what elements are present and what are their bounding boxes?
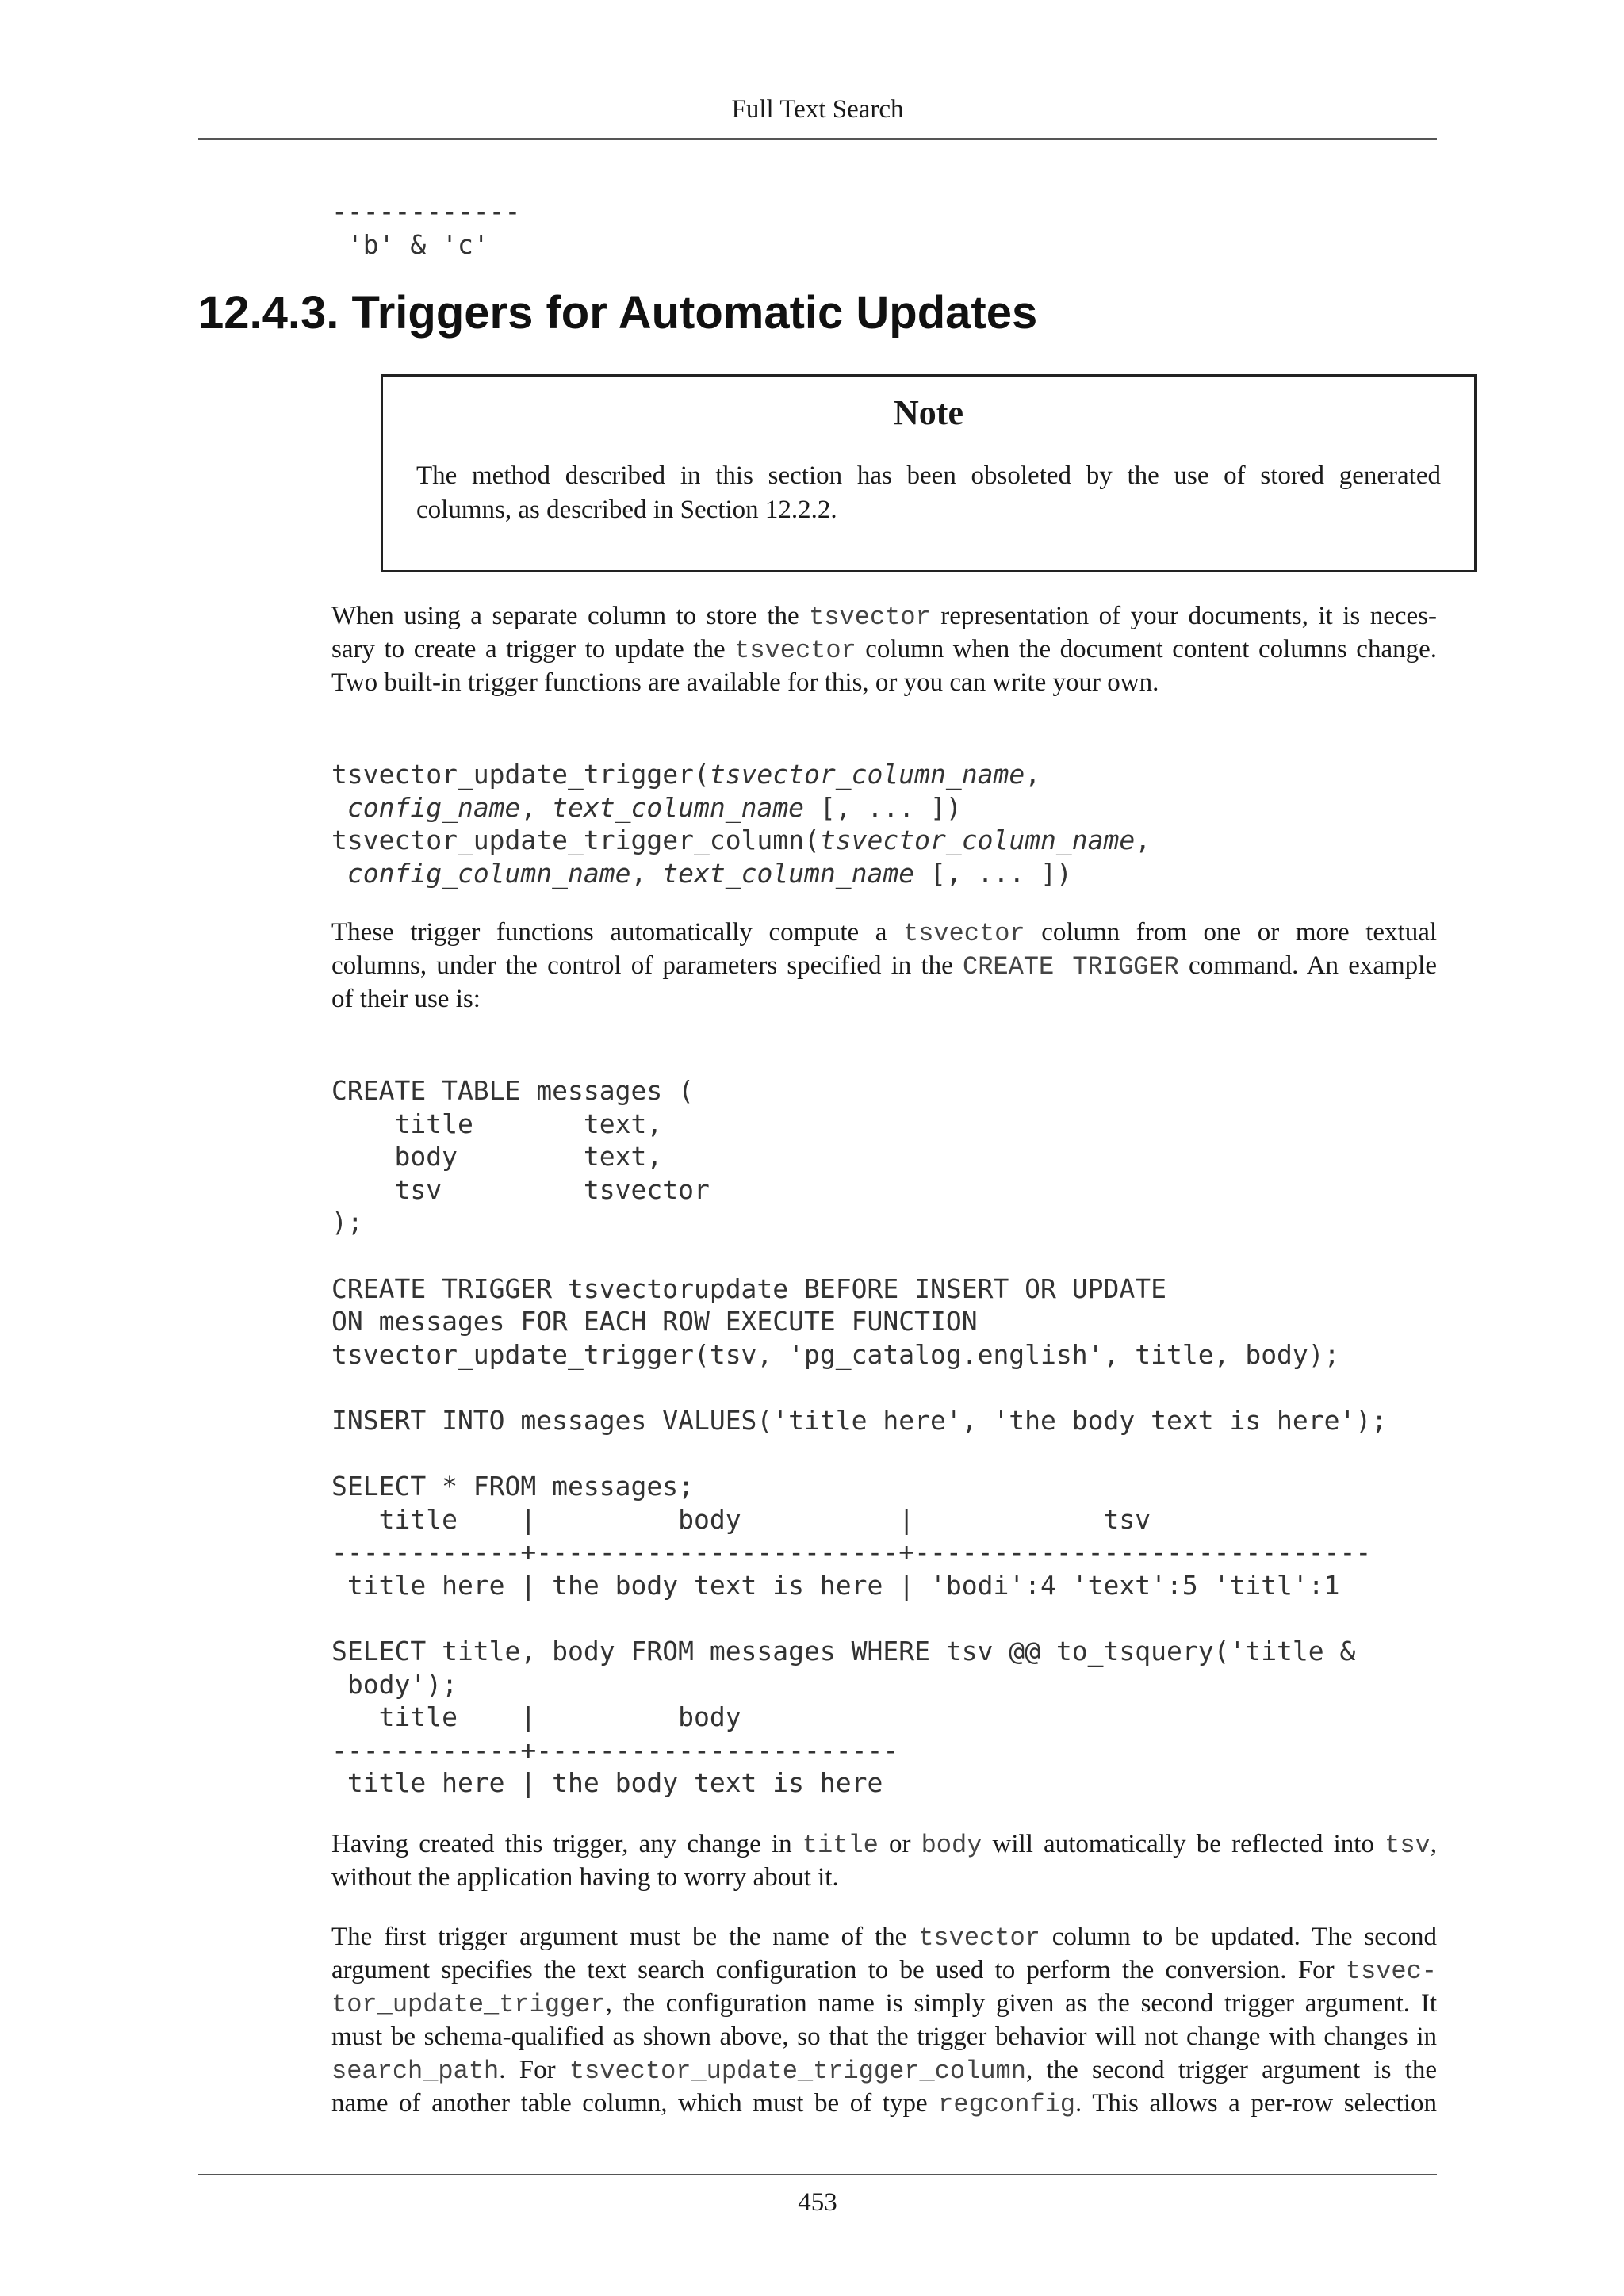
inline-code: tsvector <box>734 636 856 665</box>
inline-code: search_path <box>331 2057 500 2086</box>
note-body <box>416 459 1441 527</box>
code-line: tsvector_update_trigger_column(tsvector_column_name, <box>331 825 1151 856</box>
code-line: title here | the body text is here <box>331 1767 883 1799</box>
text-line: name of another table column, which must be of type regconfig. This allows a per-row selection <box>331 2089 1438 2119</box>
text-line: These trigger functions automatically compute a tsvector column from one or more textual <box>331 918 1438 948</box>
code-line: SELECT * FROM messages; <box>331 1471 694 1502</box>
footer-rule <box>198 2174 1437 2175</box>
code-line: ); <box>331 1207 363 1238</box>
code-continuation <box>331 195 520 261</box>
header-rule <box>198 138 1437 140</box>
code-line: body text, <box>331 1141 663 1173</box>
code-line: ------------+----------------------- <box>331 1734 899 1766</box>
inline-code: tor_update_trigger <box>331 1990 606 2019</box>
code-line <box>331 1371 1387 1404</box>
inline-code: tsvector <box>809 603 931 632</box>
function-synopsis <box>331 758 1151 890</box>
code-line: CREATE TABLE messages ( <box>331 1075 694 1106</box>
inline-code: regconfig <box>938 2090 1075 2119</box>
note-line: The method described in this section has been obsoleted by the use of stored generated <box>416 461 1441 490</box>
inline-code: body <box>921 1831 982 1860</box>
text-line: sary to create a trigger to update the tsvector column when the document content columns change. <box>331 635 1437 665</box>
code-line: title text, <box>331 1108 663 1139</box>
code-line: ------------ <box>331 196 521 227</box>
code-line <box>331 1437 1387 1471</box>
note-title: Note <box>894 393 963 432</box>
example-code-block <box>331 1074 1387 1800</box>
text-line: tor_update_trigger, the configuration name is simply given as the second trigger argument. It <box>331 1989 1437 2019</box>
code-line: INSERT INTO messages VALUES('title here', 'the body text is here'); <box>331 1404 1388 1436</box>
code-line: tsvector_update_trigger(tsv, 'pg_catalog.english', title, body); <box>331 1338 1340 1370</box>
inline-code: tsvec- <box>1345 1957 1437 1986</box>
text-line: columns, under the control of parameters specified in the CREATE TRIGGER command. An example <box>331 951 1437 982</box>
text-line: of their use is: <box>331 985 481 1013</box>
text-line: search_path. For tsvector_update_trigger_column, the second trigger argument is the <box>331 2056 1437 2086</box>
parameter: config_name <box>347 791 521 823</box>
code-line: title | body <box>331 1701 741 1733</box>
text-line: must be schema-qualified as shown above, so that the trigger behavior will not change with changes in <box>331 2022 1437 2051</box>
code-line <box>331 1602 1387 1636</box>
code-line: title | body | tsv <box>331 1503 1151 1535</box>
text-line: Having created this trigger, any change in title or body will automatically be reflected into tsv, <box>331 1830 1437 1860</box>
text-line: without the application having to worry about it. <box>331 1863 839 1892</box>
code-line: 'b' & 'c' <box>331 228 489 260</box>
code-line: config_column_name, text_column_name [, ... ]) <box>347 857 1072 889</box>
parameter: tsvector_column_name <box>709 759 1025 790</box>
code-line: config_name, text_column_name [, ... ]) <box>347 791 962 823</box>
inline-code: tsv <box>1385 1831 1431 1860</box>
text-line: The first trigger argument must be the name of the tsvector column to be updated. The second <box>331 1923 1438 1953</box>
text-line: When using a separate column to store the tsvector representation of your documents, it is neces- <box>331 602 1437 632</box>
inline-code: CREATE TRIGGER <box>962 952 1179 982</box>
inline-code: tsvector <box>902 919 1025 948</box>
code-line: SELECT title, body FROM messages WHERE tsv @@ to_tsquery('title & <box>331 1636 1356 1667</box>
text-line: Two built-in trigger functions are available for this, or you can write your own. <box>331 668 1159 697</box>
page-number: 453 <box>798 2188 837 2217</box>
intro-paragraph <box>331 599 1437 699</box>
parameter: tsvector_column_name <box>819 825 1136 856</box>
note-line: columns, as described in Section 12.2.2. <box>416 496 837 524</box>
code-line: ------------+-----------------------+----------------------------- <box>331 1536 1372 1568</box>
parameter: config_column_name <box>347 857 631 889</box>
code-line: tsvector_update_trigger(tsvector_column_name, <box>331 759 1041 790</box>
code-line: CREATE TRIGGER tsvectorupdate BEFORE INSERT OR UPDATE <box>331 1272 1166 1304</box>
note-box <box>381 374 1477 572</box>
result-paragraph <box>331 1827 1437 1894</box>
parameter: text_column_name <box>552 791 805 823</box>
running-header: Full Text Search <box>731 95 904 124</box>
arguments-paragraph <box>331 1920 1437 2120</box>
inline-code: tsvector_update_trigger_column <box>569 2057 1026 2086</box>
code-line: tsv tsvector <box>331 1173 710 1205</box>
code-line <box>331 1239 1387 1272</box>
usage-paragraph <box>331 916 1437 1016</box>
inline-code: title <box>802 1831 879 1860</box>
inline-code: tsvector <box>918 1923 1040 1953</box>
code-line: ON messages FOR EACH ROW EXECUTE FUNCTION <box>331 1306 978 1337</box>
code-line: title here | the body text is here | 'bodi':4 'text':5 'titl':1 <box>331 1569 1340 1601</box>
text-line: argument specifies the text search configuration to be used to perform the conversion. For tsvec- <box>331 1956 1437 1986</box>
code-line: body'); <box>331 1668 458 1700</box>
parameter: text_column_name <box>662 857 915 889</box>
section-heading: 12.4.3. Triggers for Automatic Updates <box>198 287 1038 339</box>
